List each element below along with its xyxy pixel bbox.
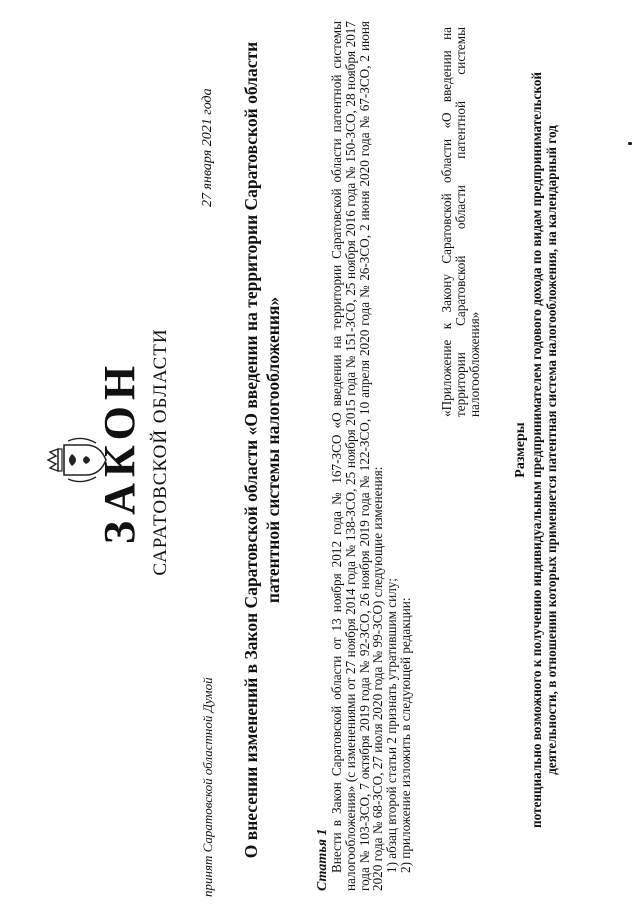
sizes-heading: Размеры <box>513 422 528 478</box>
article-body <box>330 21 413 891</box>
law-heading: ЗАКОН <box>95 359 144 545</box>
law-title: О внесении изменений в Закон Саратовской области «О введении на территории Саратовской области патентной системы налогообложения» <box>241 41 283 859</box>
appendix-caption: «Приложение к Закону Саратовской области «О введении на территории Саратовской области патентной системы налогообложения» <box>439 27 482 417</box>
article-heading: Статья 1 <box>315 828 330 891</box>
sizes-description: потенциально возможного к получению индивидуальным предпринимателем годового дохода по видам предпринимательской деятельности, в отношении которых применяется патентная система налогообложения, на календарный год <box>529 71 559 829</box>
adoption-date: 27 января 2021 года <box>200 88 215 207</box>
article-item-2: 2) приложение изложить в следующей редакции: <box>397 597 413 873</box>
article-intro: Внести в Закон Саратовской области от 13 ноября 2012 года № 167-ЗСО «О введении на территории Саратовской области патентной системы налогообложения» (с изменениями от 27 ноября 2014 года № 138-ЗСО, 25 ноября 2015 года № 151-ЗСО, 25 ноября 2016 года № 150-ЗСО, 28 ноября 2017 года № 103-ЗСО, 7 октября 2019 года № 92-ЗСО, 26 ноября 2019 года № 122-ЗСО, 10 апреля 2020 года № 26-ЗСО, 2 июня 2020 года № 67-ЗСО, 2 июня 2020 года № 68-ЗСО, 27 июля 2020 года № 99-ЗСО) следующие изменения: <box>329 21 386 891</box>
adopted-by-note: принят Саратовской областной Думой <box>200 677 215 897</box>
scan-speck <box>628 142 632 145</box>
article-item-1: 1) абзац второй статьи 2 признать утратившим силу; <box>384 578 400 873</box>
region-heading: САРАТОВСКОЙ ОБЛАСТИ <box>150 328 171 576</box>
